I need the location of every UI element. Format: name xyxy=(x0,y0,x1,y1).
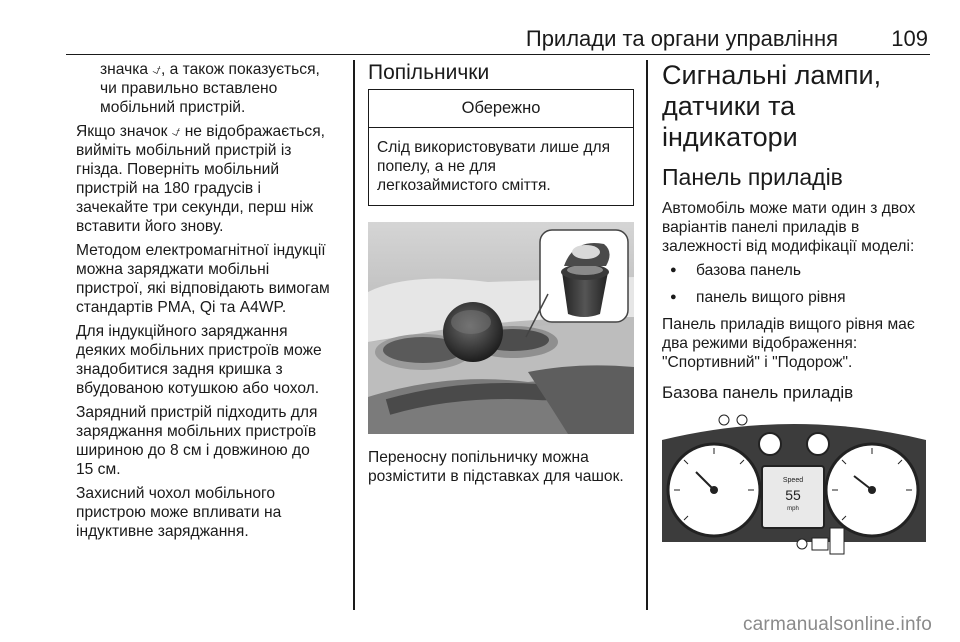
paragraph-case: Захисний чохол мобільного пристрою може впливати на індуктивне заряджання. xyxy=(76,485,282,540)
column-middle xyxy=(368,60,634,491)
instrument-cluster-diagram xyxy=(662,412,926,558)
warning-box xyxy=(368,89,634,206)
warning-text: Слід використовувати лише для попелу, а не для легкозаймистого сміття. xyxy=(377,139,611,194)
panel-intro: Автомобіль може мати один з двох варіантів панелі приладів в залежності від модифікації моделі: xyxy=(662,200,916,255)
header-title: Прилади та органи управління xyxy=(525,26,838,51)
dash-speed-unit: mph xyxy=(787,506,799,512)
warning-title: Обережно xyxy=(369,90,633,128)
intro-text: значка ⍻, а також показується, чи правильно вставлено мобільний пристрій. xyxy=(100,61,320,116)
section-heading-indicators: Сигнальні лампи, датчики та індикатори xyxy=(662,60,882,152)
subheading-basic-panel: Базова панель приладів xyxy=(662,383,854,402)
paragraph-reinsert: Якщо значок ⍻ не відображається, вийміть мобільний пристрій із гнізда. Поверніть мобільний пристрій на 180 градусів і зачекайте три секунди, перш ніж вставити його знову. xyxy=(76,123,326,235)
paragraph-size: Зарядний пристрій підходить для заряджання мобільних пристроїв шириною до 8 см і довжиною до 15 см. xyxy=(76,404,318,478)
page-header xyxy=(66,26,930,55)
subheading-instrument-panel: Панель приладів xyxy=(662,164,843,190)
list-item: ● панель вищого рівня xyxy=(662,288,930,307)
paragraph-cover: Для індукційного заряджання деяких мобільних пристроїв може знадобитися задня кришка з вбудованою котушкою або чохол. xyxy=(76,323,322,397)
dash-speed-value: 55 xyxy=(785,487,801,503)
watermark: carmanualsonline.info xyxy=(742,614,932,635)
column-divider-1 xyxy=(353,60,355,610)
page-number: 109 xyxy=(891,26,928,51)
section-heading-ashtrays: Попільнички xyxy=(368,61,490,84)
column-left xyxy=(76,60,346,546)
list-item: ● базова панель xyxy=(662,261,930,280)
column-divider-2 xyxy=(646,60,648,610)
display-modes-text: Панель приладів вищого рівня має два режими відображення: "Спортивний" і "Подорож". xyxy=(662,316,915,371)
ashtray-caption: Переносну попільничку можна розмістити в підставках для чашок. xyxy=(368,449,624,485)
column-right xyxy=(662,60,930,558)
ashtray-photo xyxy=(368,222,634,434)
panel-variants-list xyxy=(662,261,930,307)
paragraph-standards: Методом електромагнітної індукції можна заряджати мобільні пристрої, які відповідають вимогам стандартів PMA, Qi та A4WP. xyxy=(76,242,330,316)
dash-speed-label: Speed xyxy=(782,477,804,484)
